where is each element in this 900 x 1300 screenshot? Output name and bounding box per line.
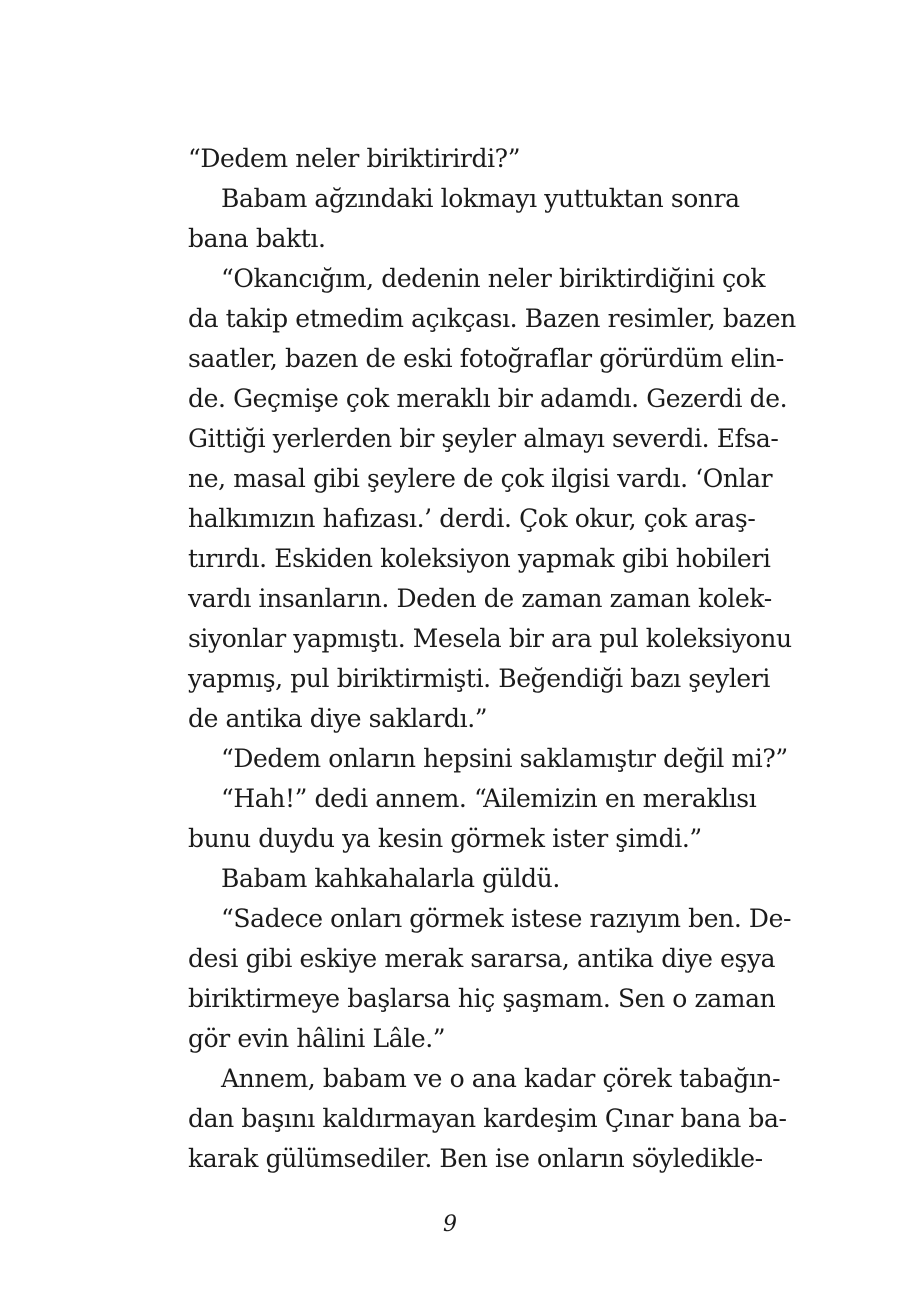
- text-line: yapmış, pul biriktirmişti. Beğendiği bazı şeyleri: [188, 664, 770, 693]
- text-line: karak gülümsediler. Ben ise onların söyledikle-: [188, 1144, 763, 1173]
- text-line: vardı insanların. Deden de zaman zaman kolek-: [188, 584, 772, 613]
- paragraph: [188, 139, 736, 179]
- text-line: de antika diye saklardı.”: [188, 704, 488, 733]
- text-line: Babam kahkahalarla güldü.: [221, 864, 560, 893]
- paragraph: [188, 899, 792, 1059]
- body-text: [188, 139, 796, 1179]
- text-line: “Okancığım, dedenin neler biriktirdiğini çok: [221, 264, 766, 293]
- text-line: “Dedem neler biriktirirdi?”: [188, 144, 521, 173]
- text-line: tırırdı. Eskiden koleksiyon yapmak gibi hobileri: [188, 544, 771, 573]
- paragraph: [188, 739, 788, 779]
- text-line: Annem, babam ve o ana kadar çörek tabağın-: [221, 1064, 781, 1093]
- text-line: ne, masal gibi şeylere de çok ilgisi vardı. ‘Onlar: [188, 464, 773, 493]
- paragraph: [188, 1059, 787, 1179]
- paragraph: [188, 859, 736, 899]
- text-line: de. Geçmişe çok meraklı bir adamdı. Gezerdi de.: [188, 384, 788, 413]
- page-number: 9: [443, 1212, 457, 1237]
- text-line: bana baktı.: [188, 224, 326, 253]
- text-line: siyonlar yapmıştı. Mesela bir ara pul koleksiyonu: [188, 624, 792, 653]
- text-line: biriktirmeye başlarsa hiç şaşmam. Sen o zaman: [188, 984, 776, 1013]
- paragraph: [188, 779, 757, 859]
- text-line: “Dedem onların hepsini saklamıştır değil mi?”: [221, 744, 788, 773]
- text-line: da takip etmedim açıkçası. Bazen resimler, bazen: [188, 304, 796, 333]
- paragraph: [188, 259, 796, 739]
- text-line: bunu duydu ya kesin görmek ister şimdi.”: [188, 824, 702, 853]
- text-line: dan başını kaldırmayan kardeşim Çınar bana ba-: [188, 1104, 787, 1133]
- text-line: desi gibi eskiye merak sararsa, antika diye eşya: [188, 944, 776, 973]
- text-line: halkımızın hafızası.’ derdi. Çok okur, çok araş-: [188, 504, 756, 533]
- text-line: saatler, bazen de eski fotoğraflar görürdüm elin-: [188, 344, 784, 373]
- text-line: “Sadece onları görmek istese razıyım ben. De-: [221, 904, 792, 933]
- text-line: “Hah!” dedi annem. “Ailemizin en meraklısı: [221, 784, 757, 813]
- text-line: gör evin hâlini Lâle.”: [188, 1024, 446, 1053]
- paragraph: [188, 179, 740, 259]
- text-line: Gittiği yerlerden bir şeyler almayı severdi. Efsa-: [188, 424, 779, 453]
- text-line: Babam ağzındaki lokmayı yuttuktan sonra: [221, 184, 740, 213]
